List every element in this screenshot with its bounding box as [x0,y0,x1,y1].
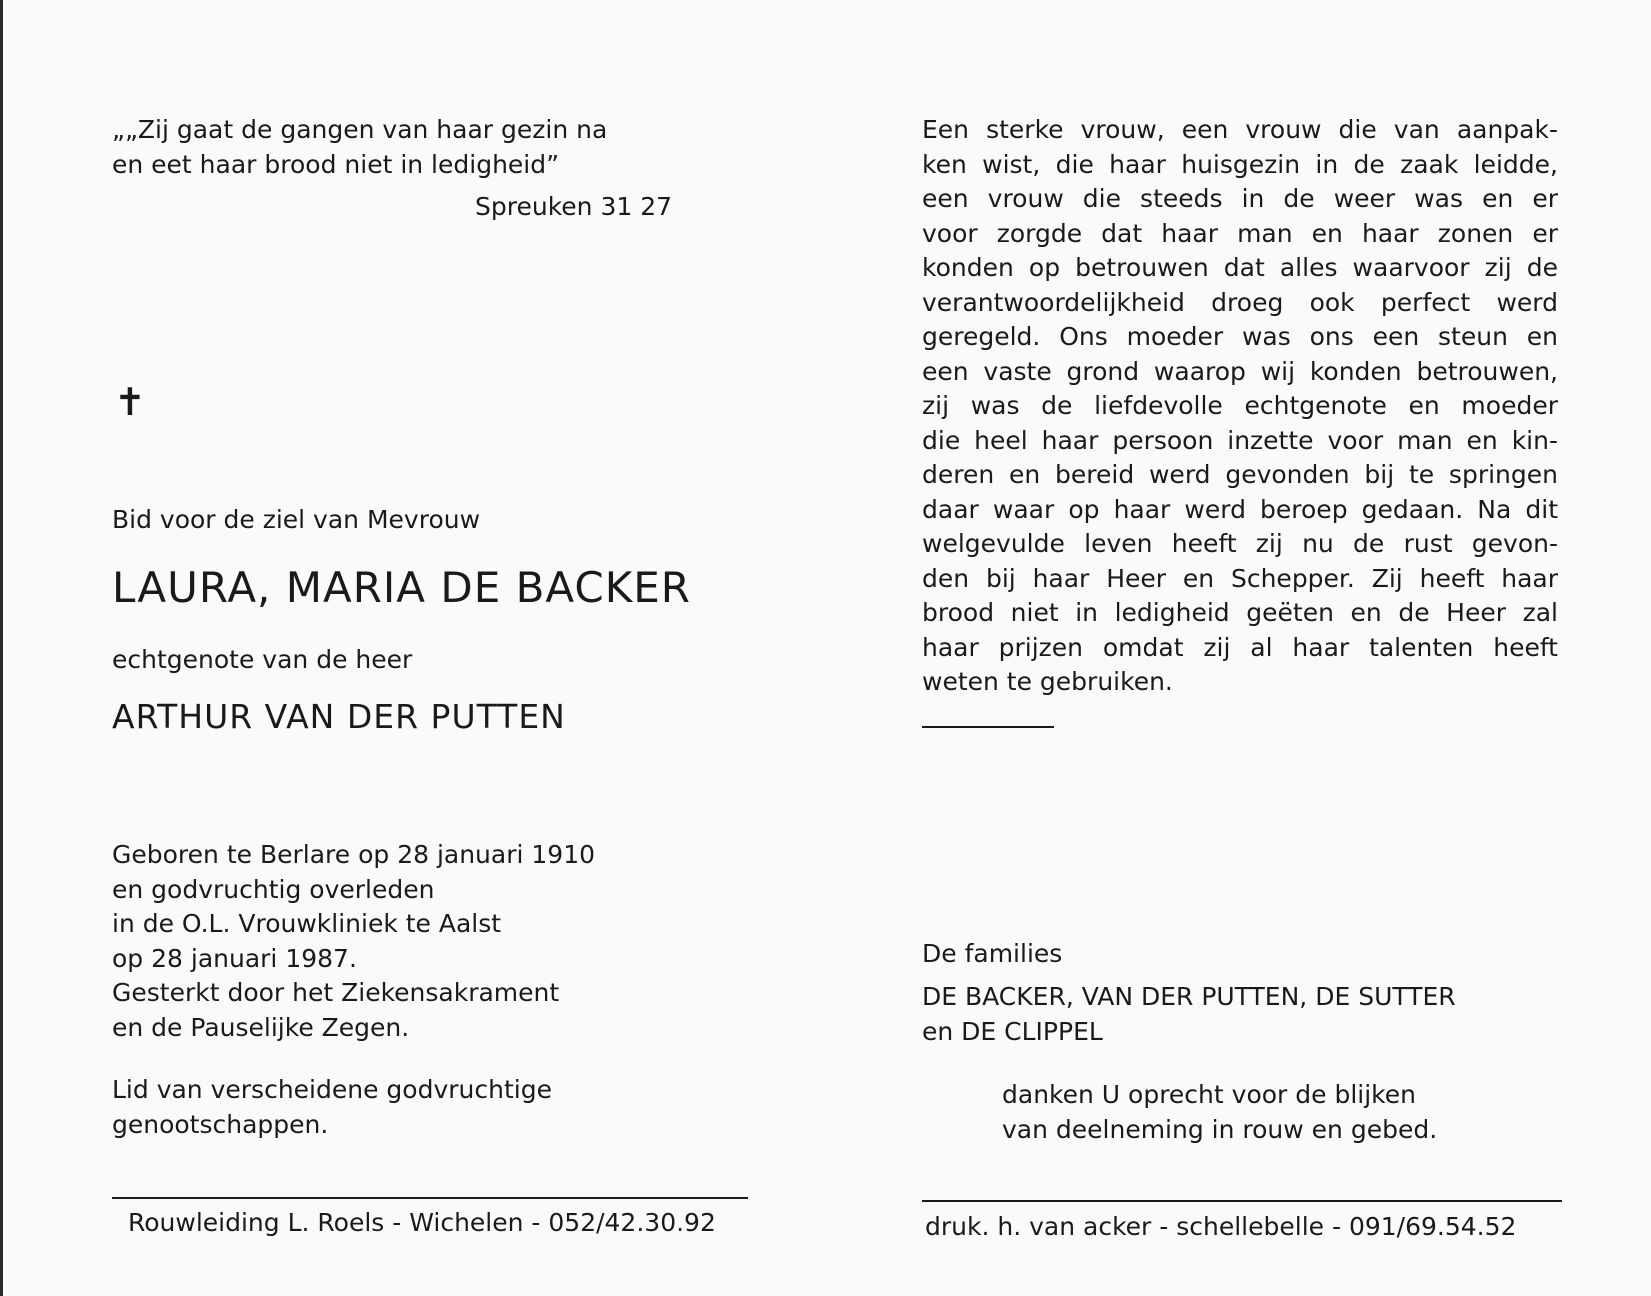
eulogy-line: geregeld. Ons moeder was ons een steun en [922,322,1558,351]
eulogy-text [922,113,1558,700]
divider-right [922,1200,1562,1202]
bio-line: op 28 januari 1987. [112,943,357,973]
bible-quote [112,113,752,182]
eulogy-line: brood niet in ledigheid geëten en de Heer zal [922,598,1558,627]
eulogy-line: een vrouw die steeds in de weer was en er [922,184,1558,213]
divider-short [922,726,1054,728]
spouse-intro [112,643,752,678]
card-edge [0,0,3,1296]
eulogy-line: welgevulde leven heeft zij nu de rust gevon- [922,529,1558,558]
eulogy-line: een vaste grond waarop wij konden betrouwen, [922,356,1558,386]
eulogy-line: weten te gebruiken. [922,667,1173,696]
eulogy-line: den bij haar Heer en Schepper. Zij heeft haar [922,563,1558,593]
eulogy-line: konden op betrouwen dat alles waarvoor zij de [922,253,1558,282]
printer-footer: druk. h. van acker - schellebelle - 091/69.54.52 [925,1212,1517,1241]
thanks-line: danken U oprecht voor de blijken [1002,1080,1416,1109]
spouse-intro-text: echtgenote van de heer [112,645,413,674]
membership [112,1073,752,1142]
spouse-name: ARTHUR VAN DER PUTTEN [112,697,566,736]
eulogy-line: ken wist, die haar huisgezin in de zaak leidde, [922,149,1558,179]
deceased-name: LAURA, MARIA DE BACKER [112,563,691,612]
biography [112,838,752,1045]
quote-line-2: en eet haar brood niet in ledigheid” [112,149,560,179]
eulogy-line: zij was de liefdevolle echtgenote en moeder [922,391,1558,420]
funeral-director-footer: Rouwleiding L. Roels - Wichelen - 052/42.30.92 [128,1208,716,1237]
bio-line: Gesterkt door het Ziekensakrament [112,978,560,1007]
eulogy-line: voor zorgde dat haar man en haar zonen er [922,218,1558,248]
membership-line: Lid van verscheidene godvruchtige [112,1075,552,1104]
quote-reference: Spreuken 31 27 [475,192,673,221]
bio-line: Geboren te Berlare op 28 januari 1910 [112,840,596,869]
prayer-intro [112,503,752,538]
eulogy-line: daar waar op haar werd beroep gedaan. Na dit [922,494,1558,524]
eulogy-line: verantwoordelijkheid droeg ook perfect werd [922,287,1558,317]
family-names [922,980,1562,1049]
divider-left [112,1197,748,1199]
cross-icon: ✝ [114,380,146,424]
eulogy-line: deren en bereid werd gevonden bij te springen [922,460,1558,489]
thanks-line: van deelneming in rouw en gebed. [1002,1114,1438,1144]
eulogy-line: Een sterke vrouw, een vrouw die van aanpak- [922,115,1558,144]
bio-line: en godvruchtig overleden [112,874,435,904]
prayer-intro-text: Bid voor de ziel van Mevrouw [112,505,481,534]
bio-line: en de Pauselijke Zegen. [112,1012,410,1042]
families-intro-text: De families [922,939,1063,968]
bio-line: in de O.L. Vrouwkliniek te Aalst [112,909,502,938]
eulogy-line: haar prijzen omdat zij al haar talenten heeft [922,632,1558,662]
eulogy-line: die heel haar persoon inzette voor man en kin- [922,425,1558,455]
membership-line: genootschappen. [112,1109,329,1139]
thanks-text [1002,1078,1642,1147]
families-intro [922,937,1562,972]
quote-line-1: „„Zij gaat de gangen van haar gezin na [112,115,608,144]
family-names-line: en DE CLIPPEL [922,1016,1103,1046]
family-names-line: DE BACKER, VAN DER PUTTEN, DE SUTTER [922,982,1456,1011]
